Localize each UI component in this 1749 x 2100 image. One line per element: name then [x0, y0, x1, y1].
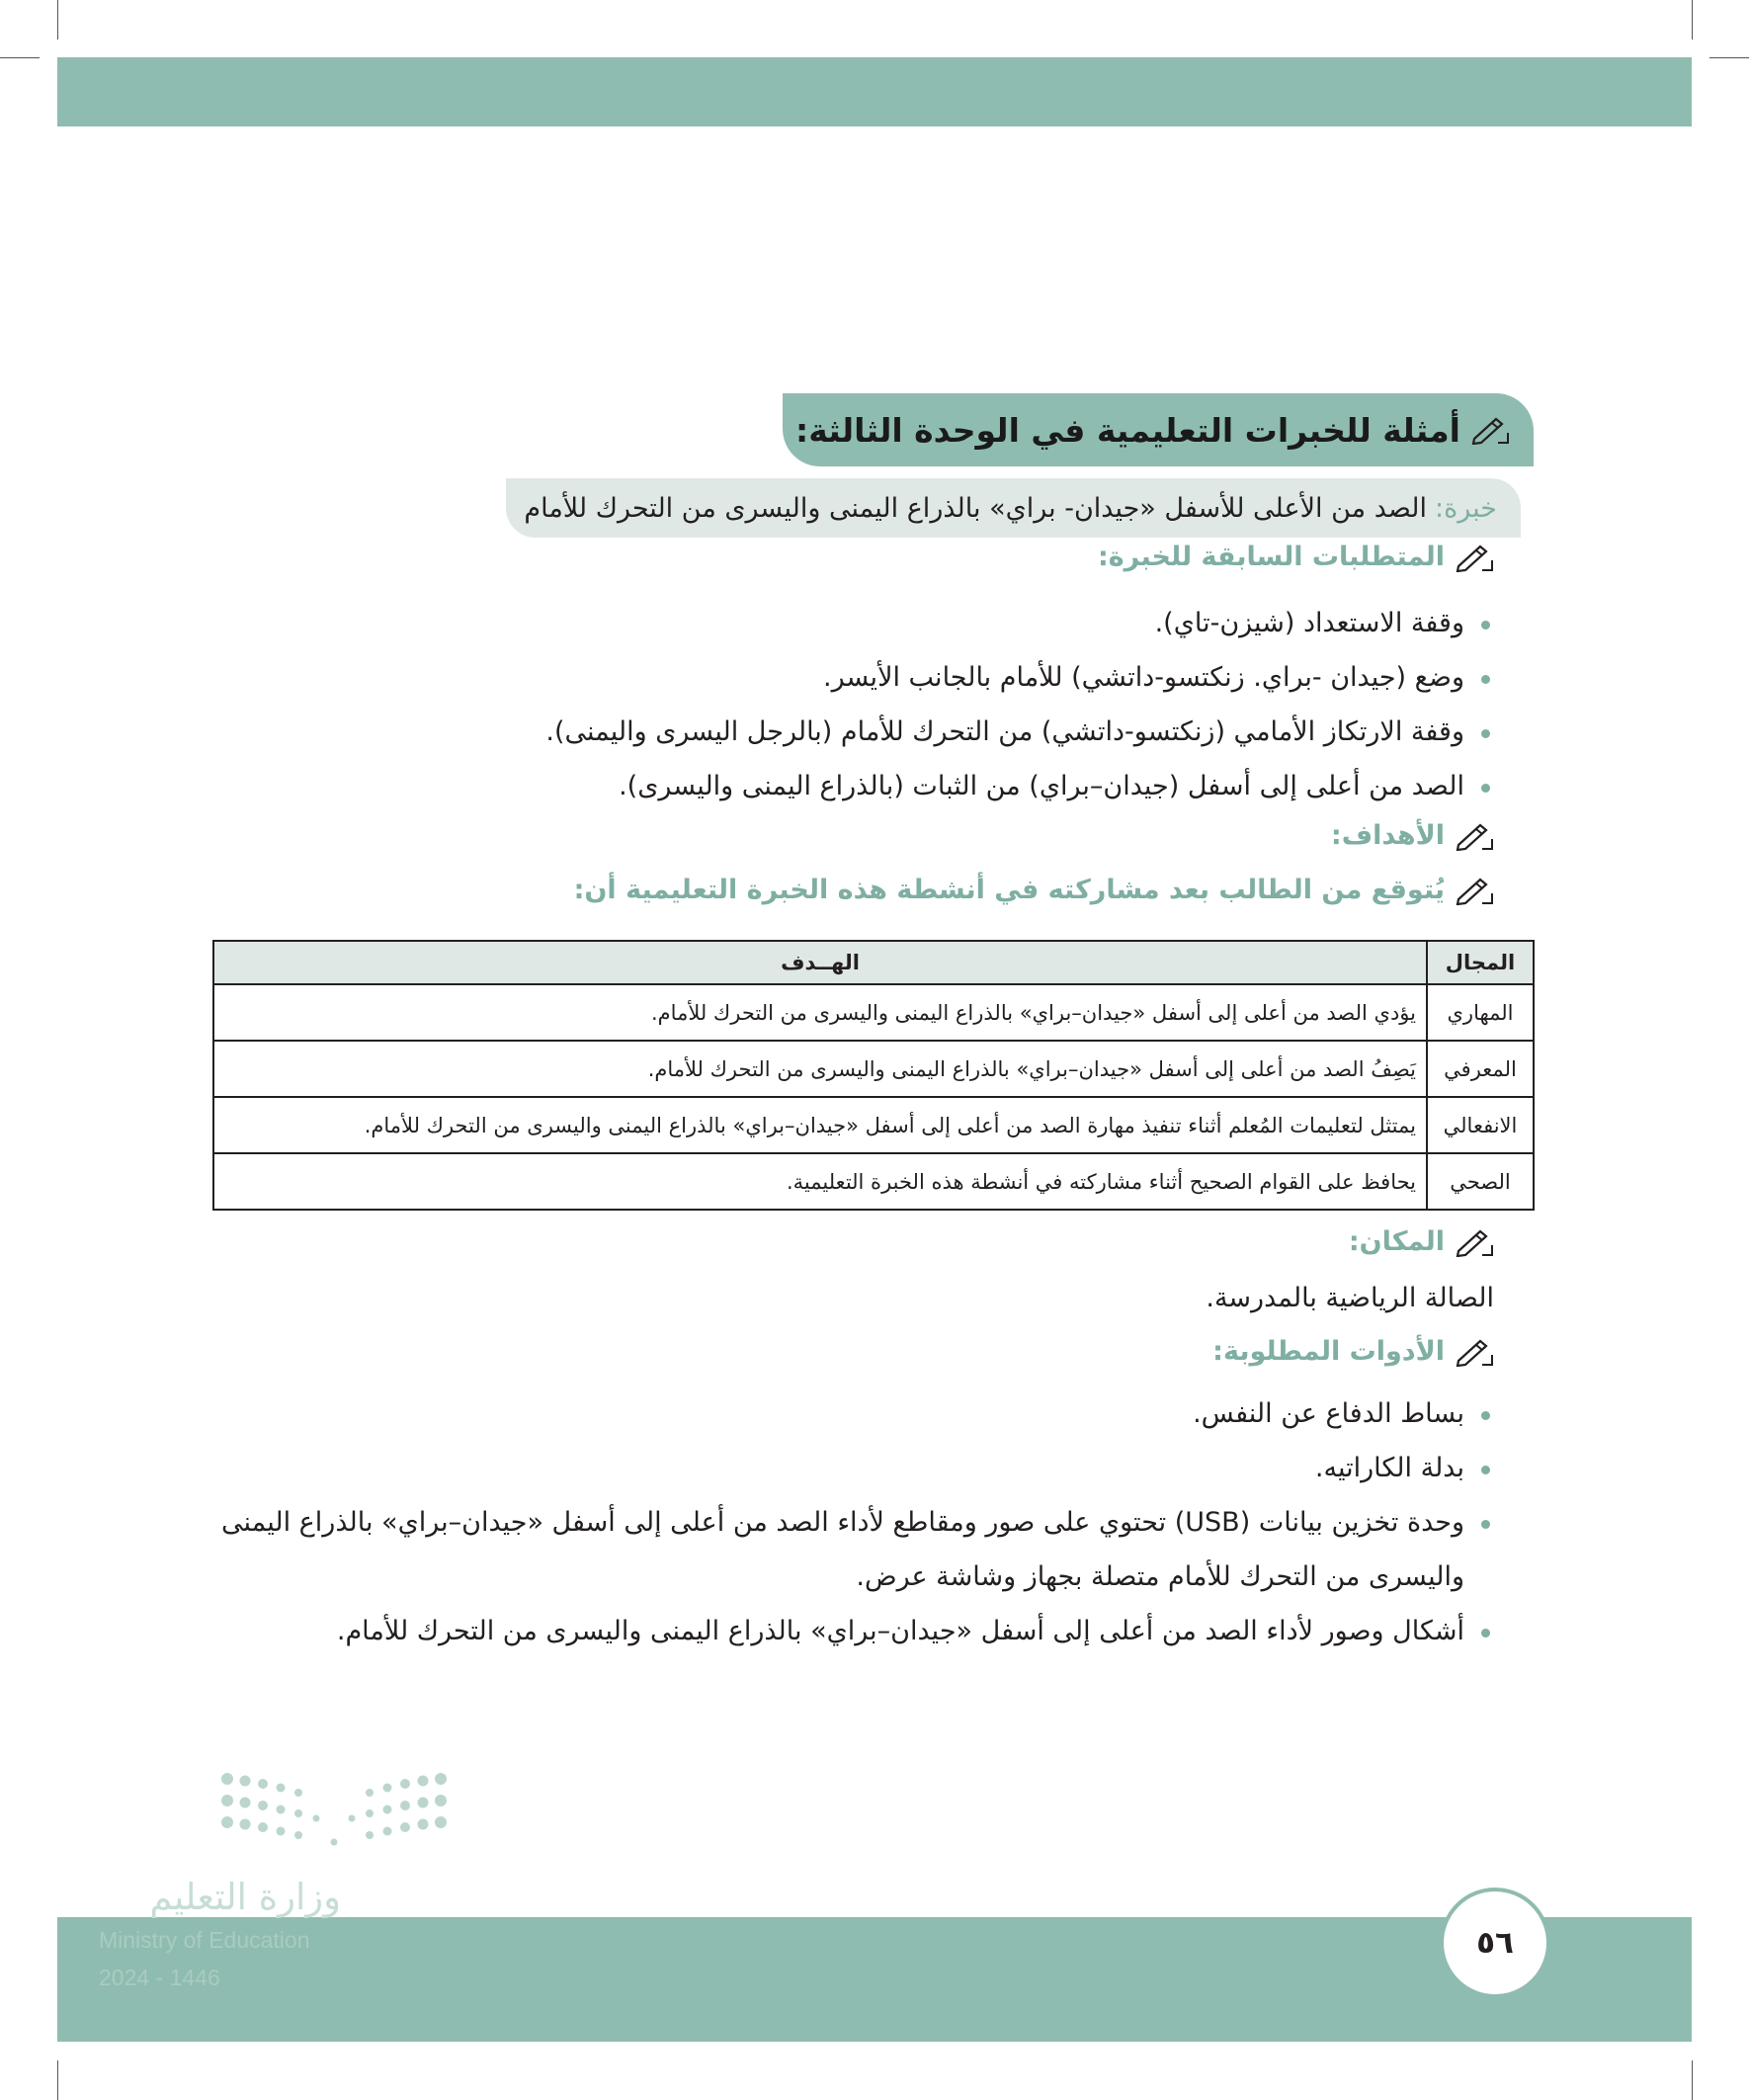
table-row [213, 984, 1534, 1041]
experience-label: خبرة: [1435, 492, 1497, 524]
crop-mark [1692, 2060, 1693, 2100]
goal-header: الهــدف [213, 941, 1427, 984]
list-item: وضع (جيدان -براي. زنكتسو-داتشي) للأمام بالجانب الأيسر. [545, 650, 1494, 705]
table-row [213, 1097, 1534, 1153]
place-heading [1349, 1226, 1494, 1257]
list-item: وقفة الاستعداد (شيزن-تاي). [545, 596, 1494, 650]
logo-year-text: 2024 - 1446 [99, 1965, 220, 1990]
tools-heading-text: الأدوات المطلوبة: [1212, 1336, 1445, 1367]
list-item: أشكال وصور لأداء الصد من أعلى إلى أسفل «جيدان–براي» بالذراع اليمنى واليسرى من التحرك للأمام. [209, 1604, 1494, 1658]
logo-dots-icon [217, 1769, 464, 1858]
crop-mark [1709, 57, 1749, 58]
ministry-logo [99, 1769, 464, 2006]
crop-mark [0, 57, 40, 58]
crop-mark [1692, 0, 1693, 40]
pen-icon [1470, 415, 1510, 445]
table-row [213, 1041, 1534, 1097]
goals-table [212, 940, 1535, 1211]
goals-heading [1331, 820, 1494, 851]
expected-heading-text: يُتوقع من الطالب بعد مشاركته في أنشطة هذه الخبرة التعليمية أن: [573, 875, 1445, 905]
crop-mark [57, 2060, 58, 2100]
goal-cell: يَصِفُ الصد من أعلى إلى أسفل «جيدان–براي» بالذراع اليمنى واليسرى من التحرك للأمام. [213, 1041, 1427, 1097]
experience-text: الصد من الأعلى للأسفل «جيدان- براي» بالذراع اليمنى واليسرى من التحرك للأمام [524, 492, 1428, 524]
expected-heading [574, 875, 1494, 905]
logo-english-text: Ministry of Education [99, 1927, 310, 1953]
table-header-row [213, 941, 1534, 984]
place-heading-text: المكان: [1348, 1226, 1445, 1257]
prerequisites-list [545, 596, 1494, 813]
prerequisites-heading [1098, 542, 1494, 572]
pen-icon [1455, 543, 1494, 572]
header-band [57, 57, 1692, 126]
experience-bar [506, 478, 1521, 538]
tools-list [209, 1386, 1494, 1658]
table-row [213, 1153, 1534, 1210]
pen-icon [1455, 1227, 1494, 1257]
pen-icon [1455, 1337, 1494, 1367]
domain-cell: الانفعالي [1427, 1097, 1534, 1153]
crop-mark [57, 0, 58, 40]
domain-cell: الصحي [1427, 1153, 1534, 1210]
list-item: بدلة الكاراتيه. [209, 1441, 1494, 1495]
goal-cell: يؤدي الصد من أعلى إلى أسفل «جيدان–براي» بالذراع اليمنى واليسرى من التحرك للأمام. [213, 984, 1427, 1041]
list-item: وقفة الارتكاز الأمامي (زنكتسو-داتشي) من التحرك للأمام (بالرجل اليسرى واليمنى). [545, 705, 1494, 759]
goals-heading-text: الأهداف: [1330, 820, 1445, 851]
place-text: الصالة الرياضية بالمدرسة. [1206, 1283, 1494, 1313]
pen-icon [1455, 876, 1494, 905]
domain-cell: المهاري [1427, 984, 1534, 1041]
goal-cell: يمتثل لتعليمات المُعلم أثناء تنفيذ مهارة الصد من أعلى إلى أسفل «جيدان–براي» بالذراع اليمنى واليسرى من التحرك للأمام. [213, 1097, 1427, 1153]
list-item: الصد من أعلى إلى أسفل (جيدان–براي) من الثبات (بالذراع اليمنى واليسرى). [545, 759, 1494, 813]
domain-header: المجال [1427, 941, 1534, 984]
list-item: وحدة تخزين بيانات (USB) تحتوي على صور ومقاطع لأداء الصد من أعلى إلى أسفل «جيدان–براي» بالذراع اليمنى واليسرى من التحرك للأمام متصلة بجهاز وشاشة عرض. [209, 1495, 1494, 1604]
domain-cell: المعرفي [1427, 1041, 1534, 1097]
tools-heading [1212, 1336, 1494, 1367]
pen-icon [1455, 821, 1494, 851]
section-title [783, 393, 1534, 466]
prerequisites-heading-text: المتطلبات السابقة للخبرة: [1097, 542, 1445, 572]
goal-cell: يحافظ على القوام الصحيح أثناء مشاركته في أنشطة هذه الخبرة التعليمية. [213, 1153, 1427, 1210]
list-item: بساط الدفاع عن النفس. [209, 1386, 1494, 1441]
logo-arabic-text: وزارة التعليم [149, 1876, 341, 1918]
section-title-text: أمثلة للخبرات التعليمية في الوحدة الثالثة: [795, 410, 1460, 450]
page-number: ٥٦ [1440, 1888, 1550, 1998]
